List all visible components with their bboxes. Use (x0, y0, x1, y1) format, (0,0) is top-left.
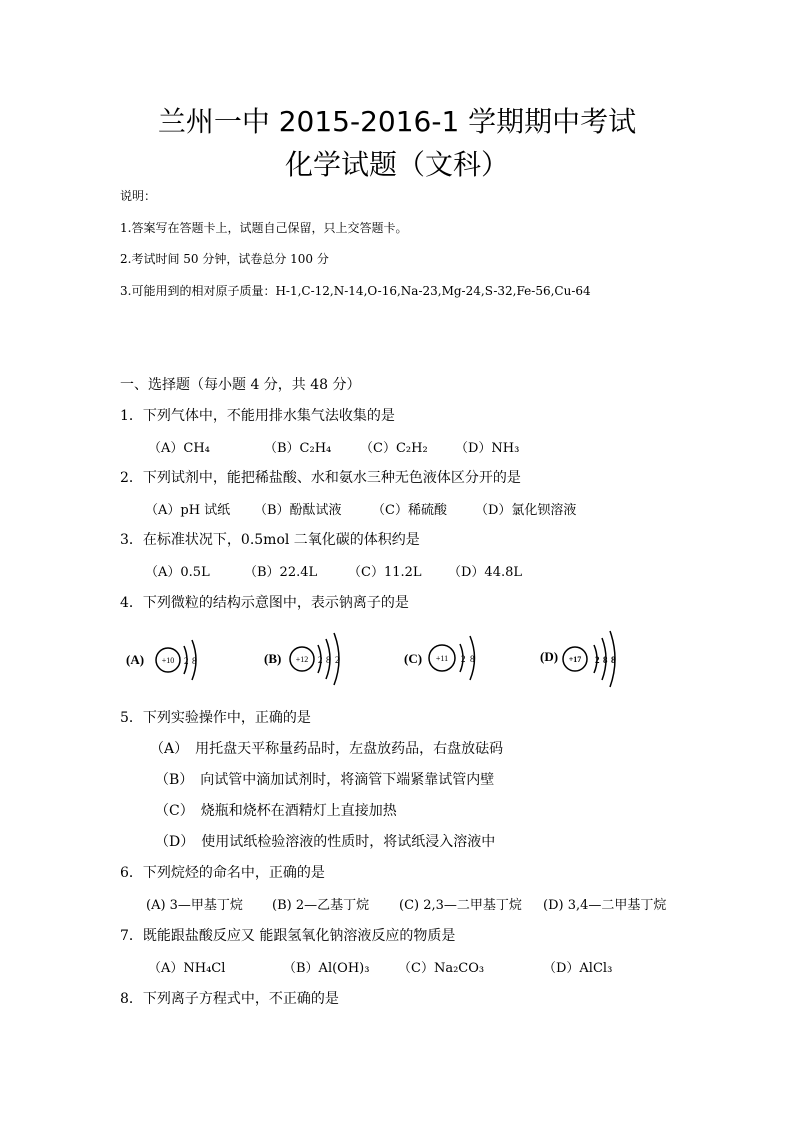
option-c: （C）C₂H₂ (360, 441, 428, 456)
question-stem: 8．下列离子方程式中，不正确的是 (120, 991, 339, 1007)
question-stem: 5．下列实验操作中，正确的是 (120, 710, 311, 726)
shell-electrons: 8 (611, 655, 616, 665)
nucleus-charge: +12 (295, 655, 309, 664)
atom-label: (C) (404, 651, 423, 666)
option-b: （B）Al(OH)₃ (283, 961, 370, 976)
option-d: （D）氯化钡溶液 (475, 503, 577, 518)
shell-electrons: 8 (192, 656, 197, 666)
atom-label: (A) (126, 652, 145, 667)
exam-title: 兰州一中 2015-2016-1 学期期中考试 (157, 105, 637, 138)
option-c: （C）稀硫酸 (372, 503, 447, 518)
nucleus-charge: +11 (435, 654, 449, 663)
option-a: （A）pH 试纸 (145, 503, 231, 518)
option-c: (C) 2,3—二甲基丁烷 (399, 898, 522, 913)
shell-electrons: 8 (326, 655, 331, 665)
option-d: （D） 使用试纸检验溶液的性质时，将试纸浸入溶液中 (155, 834, 496, 850)
note-item: 2.考试时间 50 分钟，试卷总分 100 分 (120, 252, 329, 266)
shell-electrons: 2 (461, 654, 466, 664)
shell-electrons: 2 (184, 656, 189, 666)
option-b: (B) 2—乙基丁烷 (272, 898, 370, 913)
option-d: （D）44.8L (448, 565, 523, 580)
shell-electrons: 2 (595, 655, 600, 665)
nucleus-charge: +17 (568, 655, 582, 664)
option-a: (A) 3—甲基丁烷 (146, 898, 243, 913)
option-d: (D) 3,4—二甲基丁烷 (543, 898, 667, 913)
notes-label: 说明： (120, 189, 157, 203)
exam-subtitle: 化学试题（文科） (285, 148, 510, 181)
option-a: （A） 用托盘天平称量药品时，左盘放药品，右盘放砝码 (150, 741, 504, 757)
note-item: 1.答案写在答题卡上，试题自己保留，只上交答题卡。 (120, 221, 408, 235)
atom-diagram-d (538, 626, 648, 692)
section-title: 一、选择题（每小题 4 分，共 48 分） (120, 377, 361, 393)
option-c: （C）Na₂CO₃ (398, 961, 485, 976)
atom-label: (B) (264, 651, 282, 666)
shell-electrons: 2 (318, 655, 323, 665)
atom-diagram-c (402, 628, 502, 690)
question-stem: 1．下列气体中，不能用排水集气法收集的是 (120, 408, 395, 424)
question-stem: 6．下列烷烃的命名中，正确的是 (120, 865, 325, 881)
note-item: 3.可能用到的相对原子质量：H-1,C-12,N-14,O-16,Na-23,Mg-24,S-32,Fe-56,Cu-64 (120, 284, 591, 298)
shell-electrons: 8 (603, 655, 608, 665)
option-b: （B） 向试管中滴加试剂时，将滴管下端紧靠试管内壁 (155, 772, 495, 788)
option-b: （B）C₂H₄ (264, 441, 332, 456)
option-a: （A）NH₄Cl (148, 961, 226, 976)
question-stem: 3．在标准状况下，0.5mol 二氧化碳的体积约是 (120, 532, 420, 548)
question-stem: 4．下列微粒的结构示意图中，表示钠离子的是 (120, 595, 409, 611)
option-b: （B）酚酞试液 (254, 503, 342, 518)
option-d: （D）NH₃ (455, 441, 520, 456)
option-a: （A）CH₄ (148, 441, 210, 456)
atom-diagram-a (124, 630, 224, 690)
option-d: （D）AlCl₃ (543, 961, 613, 976)
option-c: （C） 烧瓶和烧杯在酒精灯上直接加热 (155, 803, 397, 819)
option-a: （A）0.5L (145, 565, 210, 580)
atom-label: (D) (540, 649, 559, 664)
question-stem: 2．下列试剂中，能把稀盐酸、水和氨水三种无色液体区分开的是 (120, 470, 521, 486)
nucleus-charge: +10 (161, 656, 175, 665)
shell-electrons: 8 (470, 654, 475, 664)
shell-electrons: 2 (335, 655, 340, 665)
atom-diagram-b (262, 628, 372, 690)
option-b: （B）22.4L (244, 565, 318, 580)
question-stem: 7．既能跟盐酸反应又 能跟氢氧化钠溶液反应的物质是 (120, 928, 456, 944)
option-c: （C）11.2L (348, 565, 422, 580)
